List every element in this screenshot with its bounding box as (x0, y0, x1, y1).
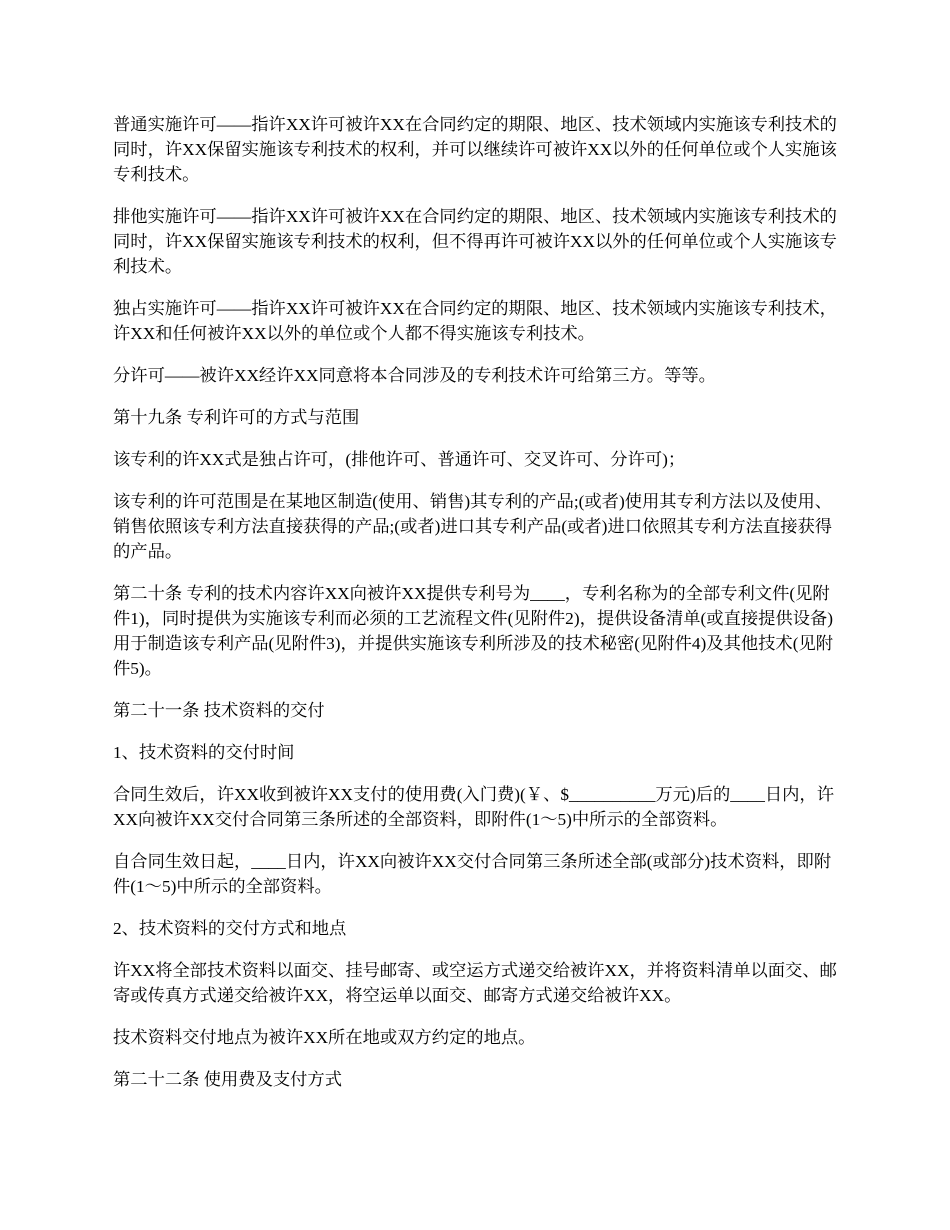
article-21-heading: 第二十一条 技术资料的交付 (113, 701, 325, 720)
section-delivery-time-heading: 1、技术资料的交付时间 (113, 743, 295, 762)
paragraph-license-scope: 该专利的许可范围是在某地区制造(使用、销售)其专利的产品;(或者)使用其专利方法以及使用、销售依照该专利方法直接获得的产品;(或者)进口其专利产品(或者)进口依照其专利方法直接获得的产品。 (113, 492, 833, 561)
paragraph-delivery-location: 技术资料交付地点为被许XX所在地或双方约定的地点。 (113, 1028, 536, 1047)
paragraph-delivery-from-effective-date: 自合同生效日起，____日内，许XX向被许XX交付合同第三条所述全部(或部分)技术资料，即附件(1～5)中所示的全部资料。 (113, 852, 832, 896)
paragraph-license-type: 该专利的许XX式是独占许可，(排他许可、普通许可、交叉许可、分许可)； (113, 450, 686, 469)
paragraph-delivery-after-payment: 合同生效后，许XX收到被许XX支付的使用费(入门费)(￥、$__________万元)后的____日内，许XX向被许XX交付合同第三条所述的全部资料，即附件(1～5)中所示的全部资料。 (113, 785, 834, 829)
section-delivery-method-heading: 2、技术资料的交付方式和地点 (113, 919, 347, 938)
paragraph-sub-license: 分许可——被许XX经许XX同意将本合同涉及的专利技术许可给第三方。等等。 (113, 366, 716, 385)
document-body (113, 112, 838, 1109)
paragraph-exclusive-license: 排他实施许可——指许XX许可被许XX在合同约定的期限、地区、技术领域内实施该专利技术的同时，许XX保留实施该专利技术的权利，但不得再许可被许XX以外的任何单位或个人实施该专利技术。 (113, 207, 837, 276)
article-22-heading: 第二十二条 使用费及支付方式 (113, 1070, 342, 1089)
article-19-heading: 第十九条 专利许可的方式与范围 (113, 408, 360, 427)
article-20-paragraph: 第二十条 专利的技术内容许XX向被许XX提供专利号为____，专利名称为的全部专利文件(见附件1)，同时提供为实施该专利而必须的工艺流程文件(见附件2)，提供设备清单(或直接提供设备)用于制造该专利产品(见附件3)，并提供实施该专利所涉及的技术秘密(见附件4)及其他技术(见附件5)。 (113, 584, 834, 678)
paragraph-sole-license: 独占实施许可——指许XX许可被许XX在合同约定的期限、地区、技术领域内实施该专利技术，许XX和任何被许XX以外的单位或个人都不得实施该专利技术。 (113, 299, 837, 343)
paragraph-ordinary-license: 普通实施许可——指许XX许可被许XX在合同约定的期限、地区、技术领域内实施该专利技术的同时，许XX保留实施该专利技术的权利，并可以继续许可被许XX以外的任何单位或个人实施该专利技术。 (113, 115, 837, 184)
paragraph-delivery-method: 许XX将全部技术资料以面交、挂号邮寄、或空运方式递交给被许XX，并将资料清单以面交、邮寄或传真方式递交给被许XX，将空运单以面交、邮寄方式递交给被许XX。 (113, 961, 837, 1005)
